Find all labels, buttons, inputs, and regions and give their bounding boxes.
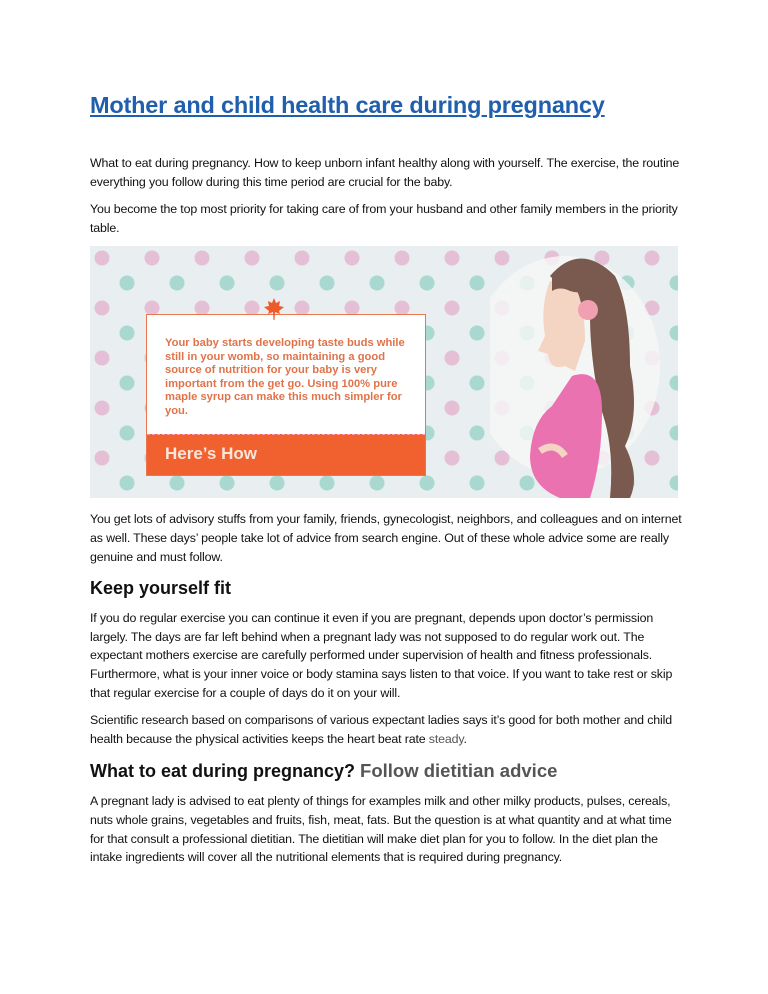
section-heading-diet: [90, 760, 684, 782]
keep-fit-paragraph-1: If you do regular exercise you can continue it even if you are pregnant, depends upon doctor’s permission largely. The days are far left behind when a pregnant lady was not supposed to do regular work out. The expectant mothers exercise are carefully performed under supervision of health and fitness professionals. Furthermore, what is your inner voice or body stamina says listen to that voice. If you want to take rest or skip that regular exercise for a couple of days do it on your will.: [90, 611, 673, 700]
steady-word: steady: [428, 731, 464, 746]
pregnancy-illustration: [90, 246, 678, 498]
info-card: [146, 314, 426, 476]
pregnant-woman-image: [490, 246, 678, 498]
intro-paragraph-2: You become the top most priority for taking care of from your husband and other family members in the priority table.: [90, 202, 678, 235]
diet-heading-tail: Follow dietitian advice: [360, 760, 558, 782]
period: .: [463, 731, 467, 746]
heres-how-banner: [147, 434, 425, 475]
section-heading-keep-fit: Keep yourself fit: [90, 578, 232, 599]
info-card-text: Your baby starts developing taste buds while still in your womb, so maintaining a good source of nutrition for your baby is very important from the get go. Using 100% pure maple syrup can make this much simpler for you.: [165, 337, 405, 417]
keep-fit-paragraph-2: [90, 711, 684, 748]
advice-paragraph: You get lots of advisory stuffs from your family, friends, gynecologist, neighbors, and colleagues and on internet as well. These days’ people take lot of advice from search engine. Out of these whole advice some are really genuine and must follow.: [90, 512, 682, 564]
intro-paragraph-1: What to eat during pregnancy. How to keep unborn infant healthy along with yourself. The exercise, the routine everything you follow during this time period are crucial for the baby.: [90, 156, 680, 189]
diet-heading-main: What to eat during pregnancy?: [90, 761, 356, 782]
page-title-link[interactable]: Mother and child health care during pregnancy: [90, 92, 605, 118]
document-page: [90, 92, 684, 876]
maple-leaf-icon: [264, 298, 284, 320]
diet-paragraph: A pregnant lady is advised to eat plenty of things for examples milk and other milky products, pulses, cereals, nuts whole grains, vegetables and fruits, fish, meat, fats. But the question is at what quantity and at what time for that consult a professional dietitian. The dietitian will make diet plan for you to follow. In the diet plan the intake ingredients will cover all the nutritional elements that is required during pregnancy.: [90, 794, 672, 865]
keep-fit-paragraph-2-text: Scientific research based on comparisons of various expectant ladies says it’s good for both mother and child health because the physical activities keeps the heart beat rate: [90, 713, 672, 746]
banner-label: Here’s How: [165, 444, 257, 464]
